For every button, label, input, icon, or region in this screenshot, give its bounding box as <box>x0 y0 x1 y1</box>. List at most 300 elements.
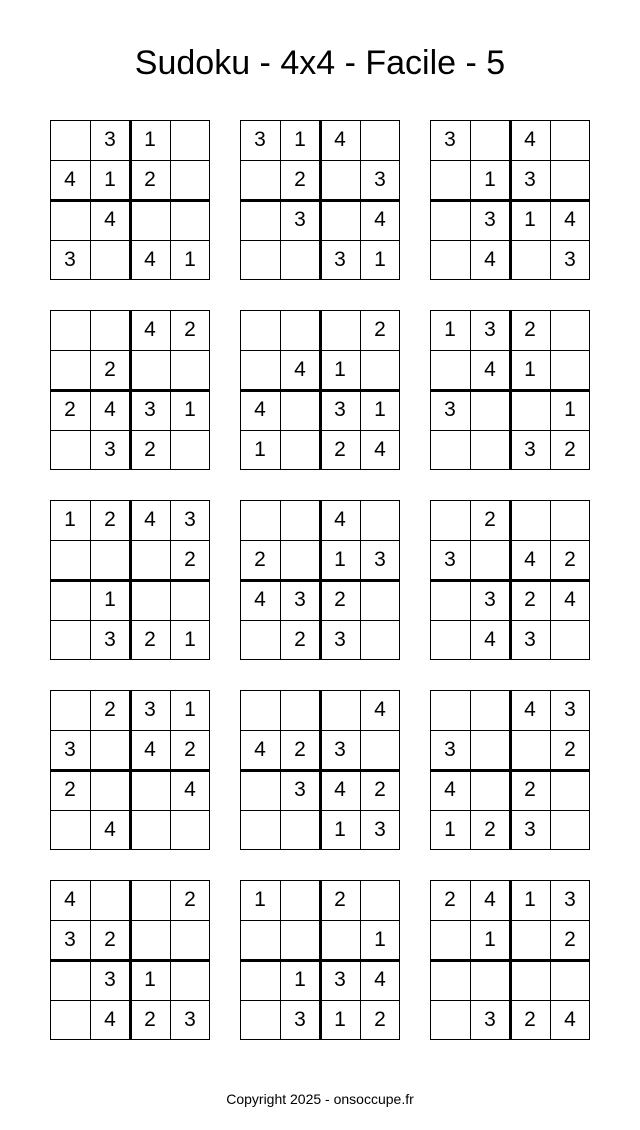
sudoku-cell[interactable]: 2 <box>104 698 116 721</box>
sudoku-cell[interactable]: 1 <box>334 548 346 571</box>
sudoku-cell[interactable] <box>50 580 90 620</box>
sudoku-cell[interactable] <box>130 350 170 390</box>
sudoku-cell[interactable]: 3 <box>374 818 386 841</box>
sudoku-cell[interactable]: 3 <box>294 1008 306 1031</box>
sudoku-cell[interactable] <box>170 350 210 390</box>
sudoku-cell[interactable]: 4 <box>254 398 266 421</box>
sudoku-cell[interactable] <box>360 580 400 620</box>
sudoku-cell[interactable] <box>240 200 280 240</box>
sudoku-cell[interactable]: 4 <box>184 778 196 801</box>
sudoku-cell[interactable] <box>430 500 470 540</box>
sudoku-cell[interactable]: 4 <box>294 358 306 381</box>
sudoku-cell[interactable] <box>550 620 590 660</box>
sudoku-cell[interactable] <box>510 500 550 540</box>
sudoku-cell[interactable]: 4 <box>144 508 156 531</box>
sudoku-cell[interactable]: 2 <box>374 318 386 341</box>
sudoku-cell[interactable] <box>430 920 470 960</box>
sudoku-cell[interactable]: 4 <box>334 508 346 531</box>
cell-divider-horizontal <box>51 620 209 621</box>
box-divider-horizontal <box>431 769 589 772</box>
cell-divider-vertical <box>360 311 361 469</box>
sudoku-cell[interactable]: 2 <box>524 318 536 341</box>
sudoku-cell[interactable]: 2 <box>334 438 346 461</box>
sudoku-grid <box>50 690 210 850</box>
sudoku-cell[interactable]: 2 <box>184 888 196 911</box>
sudoku-cell[interactable] <box>90 730 130 770</box>
sudoku-cell[interactable] <box>170 200 210 240</box>
sudoku-cell[interactable]: 3 <box>64 928 76 951</box>
sudoku-grid <box>50 500 210 660</box>
sudoku-cell[interactable]: 3 <box>444 128 456 151</box>
sudoku-cell[interactable] <box>240 350 280 390</box>
cell-divider-vertical <box>170 881 171 1039</box>
sudoku-grid <box>430 310 590 470</box>
sudoku-cell[interactable]: 4 <box>104 1008 116 1031</box>
sudoku-cell[interactable] <box>280 310 320 350</box>
sudoku-cell[interactable]: 3 <box>184 1008 196 1031</box>
cell-divider-vertical <box>550 121 551 279</box>
sudoku-cell[interactable] <box>130 580 170 620</box>
sudoku-cell[interactable]: 3 <box>564 698 576 721</box>
sudoku-cell[interactable]: 4 <box>334 128 346 151</box>
cell-divider-vertical <box>170 501 171 659</box>
sudoku-cell[interactable]: 3 <box>104 128 116 151</box>
sudoku-cell[interactable] <box>170 160 210 200</box>
sudoku-cell[interactable]: 4 <box>524 548 536 571</box>
sudoku-cell[interactable] <box>90 770 130 810</box>
sudoku-cell[interactable]: 4 <box>144 738 156 761</box>
sudoku-cell[interactable]: 1 <box>564 398 576 421</box>
sudoku-grid <box>240 310 400 470</box>
sudoku-cell[interactable] <box>280 240 320 280</box>
cell-divider-horizontal <box>241 810 399 811</box>
sudoku-cell[interactable]: 2 <box>144 438 156 461</box>
cell-divider-horizontal <box>431 240 589 241</box>
sudoku-cell[interactable]: 4 <box>524 128 536 151</box>
sudoku-cell[interactable]: 2 <box>374 1008 386 1031</box>
sudoku-cell[interactable]: 3 <box>484 1008 496 1031</box>
sudoku-cell[interactable] <box>470 540 510 580</box>
sudoku-cell[interactable] <box>130 880 170 920</box>
sudoku-cell[interactable] <box>50 120 90 160</box>
page-title: Sudoku - 4x4 - Facile - 5 <box>134 44 506 82</box>
sudoku-cell[interactable] <box>470 430 510 470</box>
sudoku-cell[interactable]: 2 <box>104 928 116 951</box>
sudoku-cell[interactable]: 4 <box>524 698 536 721</box>
sudoku-cell[interactable]: 1 <box>254 438 266 461</box>
sudoku-grid <box>240 500 400 660</box>
sudoku-cell[interactable]: 3 <box>294 778 306 801</box>
sudoku-grid <box>50 120 210 280</box>
sudoku-cell[interactable] <box>280 500 320 540</box>
sudoku-grid <box>50 880 210 1040</box>
sudoku-cell[interactable]: 2 <box>334 888 346 911</box>
sudoku-cell[interactable] <box>430 620 470 660</box>
sudoku-cell[interactable] <box>430 580 470 620</box>
cell-divider-horizontal <box>241 1000 399 1001</box>
sudoku-cell[interactable] <box>360 350 400 390</box>
sudoku-cell[interactable]: 4 <box>444 778 456 801</box>
sudoku-cell[interactable] <box>430 430 470 470</box>
box-divider-horizontal <box>241 389 399 392</box>
sudoku-cell[interactable]: 1 <box>484 168 496 191</box>
cell-divider-horizontal <box>51 810 209 811</box>
sudoku-cell[interactable]: 1 <box>294 128 306 151</box>
sudoku-cell[interactable]: 1 <box>184 398 196 421</box>
cell-divider-horizontal <box>241 620 399 621</box>
sudoku-cell[interactable]: 2 <box>294 168 306 191</box>
sudoku-cell[interactable]: 3 <box>484 318 496 341</box>
sudoku-cell[interactable]: 4 <box>144 318 156 341</box>
sudoku-cell[interactable]: 1 <box>374 928 386 951</box>
sudoku-cell[interactable]: 2 <box>64 778 76 801</box>
sudoku-cell[interactable]: 2 <box>144 628 156 651</box>
sudoku-cell[interactable]: 1 <box>144 128 156 151</box>
sudoku-cell[interactable] <box>430 200 470 240</box>
cell-divider-horizontal <box>431 810 589 811</box>
cell-divider-horizontal <box>431 430 589 431</box>
sudoku-cell[interactable] <box>470 730 510 770</box>
box-divider-horizontal <box>51 199 209 202</box>
sudoku-cell[interactable]: 2 <box>144 1008 156 1031</box>
sudoku-grid <box>240 120 400 280</box>
sudoku-cell[interactable]: 2 <box>104 358 116 381</box>
sudoku-cell[interactable] <box>50 310 90 350</box>
sudoku-cell[interactable] <box>510 920 550 960</box>
sudoku-cell[interactable]: 4 <box>564 588 576 611</box>
sudoku-cell[interactable]: 4 <box>64 888 76 911</box>
sudoku-cell[interactable]: 4 <box>564 1008 576 1031</box>
cell-divider-horizontal <box>51 430 209 431</box>
sudoku-cell[interactable]: 1 <box>184 248 196 271</box>
sudoku-cell[interactable]: 3 <box>524 628 536 651</box>
sudoku-cell[interactable]: 4 <box>484 358 496 381</box>
box-divider-horizontal <box>241 959 399 962</box>
sudoku-cell[interactable]: 4 <box>254 588 266 611</box>
sudoku-cell[interactable] <box>50 430 90 470</box>
sudoku-cell[interactable] <box>50 620 90 660</box>
sudoku-cell[interactable] <box>50 540 90 580</box>
sudoku-cell[interactable] <box>130 770 170 810</box>
sudoku-cell[interactable]: 3 <box>524 168 536 191</box>
sudoku-cell[interactable]: 1 <box>524 208 536 231</box>
sudoku-cell[interactable]: 2 <box>254 548 266 571</box>
box-divider-horizontal <box>51 579 209 582</box>
sudoku-grid <box>240 880 400 1040</box>
box-divider-horizontal <box>51 769 209 772</box>
sudoku-cell[interactable] <box>510 240 550 280</box>
sudoku-cell[interactable]: 2 <box>564 548 576 571</box>
cell-divider-horizontal <box>241 240 399 241</box>
sudoku-cell[interactable]: 2 <box>484 508 496 531</box>
sudoku-cell[interactable]: 4 <box>104 208 116 231</box>
sudoku-cell[interactable]: 4 <box>64 168 76 191</box>
sudoku-cell[interactable] <box>50 200 90 240</box>
sudoku-cell[interactable] <box>50 960 90 1000</box>
sudoku-cell[interactable] <box>240 690 280 730</box>
sudoku-cell[interactable] <box>240 1000 280 1040</box>
sudoku-cell[interactable]: 2 <box>294 628 306 651</box>
sudoku-cell[interactable]: 1 <box>184 698 196 721</box>
sudoku-cell[interactable] <box>510 730 550 770</box>
sudoku-cell[interactable]: 3 <box>444 398 456 421</box>
sudoku-cell[interactable] <box>240 770 280 810</box>
box-divider-horizontal <box>51 389 209 392</box>
sudoku-cell[interactable] <box>240 810 280 850</box>
sudoku-cell[interactable] <box>130 540 170 580</box>
cell-divider-vertical <box>360 881 361 1039</box>
sudoku-cell[interactable] <box>550 500 590 540</box>
sudoku-cell[interactable] <box>130 200 170 240</box>
sudoku-cell[interactable] <box>280 540 320 580</box>
cell-divider-horizontal <box>431 620 589 621</box>
sudoku-cell[interactable] <box>240 500 280 540</box>
sudoku-cell[interactable] <box>550 310 590 350</box>
sudoku-cell[interactable]: 4 <box>564 208 576 231</box>
sudoku-cell[interactable] <box>550 120 590 160</box>
sudoku-cell[interactable]: 4 <box>484 888 496 911</box>
sudoku-cell[interactable] <box>320 690 360 730</box>
sudoku-cell[interactable] <box>130 920 170 960</box>
sudoku-cell[interactable]: 4 <box>484 248 496 271</box>
sudoku-cell[interactable] <box>550 960 590 1000</box>
sudoku-cell[interactable] <box>470 690 510 730</box>
sudoku-cell[interactable] <box>430 350 470 390</box>
sudoku-cell[interactable] <box>170 120 210 160</box>
sudoku-cell[interactable] <box>550 810 590 850</box>
cell-divider-horizontal <box>431 1000 589 1001</box>
sudoku-cell[interactable]: 1 <box>374 248 386 271</box>
sudoku-cell[interactable]: 3 <box>374 168 386 191</box>
sudoku-cell[interactable]: 2 <box>564 738 576 761</box>
sudoku-cell[interactable]: 4 <box>334 778 346 801</box>
sudoku-cell[interactable]: 3 <box>184 508 196 531</box>
sudoku-cell[interactable]: 3 <box>374 548 386 571</box>
sudoku-cell[interactable] <box>280 880 320 920</box>
sudoku-cell[interactable] <box>510 390 550 430</box>
sudoku-cell[interactable]: 3 <box>484 588 496 611</box>
sudoku-cell[interactable] <box>280 920 320 960</box>
sudoku-cell[interactable]: 1 <box>254 888 266 911</box>
sudoku-cell[interactable] <box>430 960 470 1000</box>
sudoku-cell[interactable]: 2 <box>184 318 196 341</box>
box-divider-horizontal <box>431 959 589 962</box>
sudoku-cell[interactable]: 2 <box>294 738 306 761</box>
sudoku-cell[interactable]: 1 <box>444 818 456 841</box>
sudoku-cell[interactable]: 2 <box>524 588 536 611</box>
sudoku-cell[interactable]: 1 <box>144 968 156 991</box>
sudoku-cell[interactable]: 2 <box>524 778 536 801</box>
box-divider-horizontal <box>431 199 589 202</box>
sudoku-cell[interactable]: 2 <box>144 168 156 191</box>
sudoku-cell[interactable]: 1 <box>184 628 196 651</box>
sudoku-cell[interactable] <box>510 960 550 1000</box>
sudoku-cell[interactable]: 1 <box>374 398 386 421</box>
sudoku-grid <box>50 310 210 470</box>
sudoku-cell[interactable] <box>50 350 90 390</box>
sudoku-cell[interactable]: 1 <box>444 318 456 341</box>
sudoku-cell[interactable]: 3 <box>144 398 156 421</box>
cell-divider-vertical <box>170 691 171 849</box>
sudoku-cell[interactable]: 3 <box>64 738 76 761</box>
sudoku-cell[interactable]: 1 <box>334 358 346 381</box>
sudoku-cell[interactable] <box>360 120 400 160</box>
sudoku-cell[interactable] <box>470 770 510 810</box>
sudoku-cell[interactable]: 2 <box>184 738 196 761</box>
sudoku-cell[interactable] <box>170 580 210 620</box>
sudoku-cell[interactable] <box>90 540 130 580</box>
cell-divider-vertical <box>360 121 361 279</box>
cell-divider-vertical <box>360 691 361 849</box>
sudoku-cell[interactable] <box>90 310 130 350</box>
sudoku-cell[interactable]: 1 <box>524 888 536 911</box>
sudoku-cell[interactable] <box>130 810 170 850</box>
sudoku-cell[interactable] <box>550 350 590 390</box>
sudoku-cell[interactable] <box>430 690 470 730</box>
cell-divider-vertical <box>550 501 551 659</box>
sudoku-cell[interactable] <box>280 390 320 430</box>
cell-divider-vertical <box>550 311 551 469</box>
sudoku-cell[interactable] <box>170 960 210 1000</box>
sudoku-cell[interactable] <box>470 120 510 160</box>
sudoku-cell[interactable]: 4 <box>374 968 386 991</box>
sudoku-cell[interactable] <box>280 690 320 730</box>
sudoku-cell[interactable]: 4 <box>144 248 156 271</box>
sudoku-cell[interactable] <box>240 960 280 1000</box>
sudoku-cell[interactable]: 3 <box>104 628 116 651</box>
sudoku-cell[interactable]: 3 <box>294 208 306 231</box>
sudoku-cell[interactable]: 1 <box>64 508 76 531</box>
sudoku-cell[interactable]: 3 <box>294 588 306 611</box>
sudoku-cell[interactable]: 1 <box>334 1008 346 1031</box>
sudoku-cell[interactable]: 2 <box>484 818 496 841</box>
sudoku-cell[interactable] <box>320 310 360 350</box>
sudoku-cell[interactable] <box>280 430 320 470</box>
sudoku-grid <box>430 120 590 280</box>
sudoku-cell[interactable] <box>430 240 470 280</box>
sudoku-cell[interactable] <box>50 690 90 730</box>
sudoku-cell[interactable]: 2 <box>64 398 76 421</box>
cell-divider-horizontal <box>51 1000 209 1001</box>
sudoku-cell[interactable]: 3 <box>334 738 346 761</box>
sudoku-cell[interactable]: 4 <box>374 698 386 721</box>
sudoku-cell[interactable] <box>550 770 590 810</box>
sudoku-cell[interactable]: 2 <box>104 508 116 531</box>
sudoku-cell[interactable] <box>90 880 130 920</box>
sudoku-cell[interactable] <box>320 200 360 240</box>
sudoku-cell[interactable]: 3 <box>444 738 456 761</box>
box-divider-horizontal <box>431 579 589 582</box>
sudoku-cell[interactable]: 3 <box>254 128 266 151</box>
sudoku-cell[interactable] <box>240 310 280 350</box>
sudoku-cell[interactable]: 4 <box>104 818 116 841</box>
sudoku-cell[interactable]: 3 <box>144 698 156 721</box>
sudoku-cell[interactable]: 4 <box>374 208 386 231</box>
sudoku-cell[interactable]: 3 <box>334 248 346 271</box>
sudoku-cell[interactable] <box>170 810 210 850</box>
sudoku-cell[interactable]: 2 <box>564 928 576 951</box>
sudoku-cell[interactable] <box>90 240 130 280</box>
cell-divider-horizontal <box>241 430 399 431</box>
sudoku-cell[interactable]: 4 <box>104 398 116 421</box>
sudoku-cell[interactable]: 1 <box>484 928 496 951</box>
sudoku-cell[interactable]: 3 <box>524 438 536 461</box>
sudoku-cell[interactable]: 1 <box>334 818 346 841</box>
box-divider-horizontal <box>51 959 209 962</box>
cell-divider-horizontal <box>51 240 209 241</box>
sudoku-cell[interactable]: 1 <box>524 358 536 381</box>
sudoku-cell[interactable] <box>470 390 510 430</box>
sudoku-cell[interactable]: 3 <box>524 818 536 841</box>
sudoku-cell[interactable]: 2 <box>374 778 386 801</box>
box-divider-horizontal <box>241 579 399 582</box>
sudoku-cell[interactable] <box>320 920 360 960</box>
sudoku-cell[interactable]: 3 <box>564 248 576 271</box>
sudoku-cell[interactable]: 2 <box>444 888 456 911</box>
sudoku-grid <box>430 500 590 660</box>
sudoku-cell[interactable] <box>360 500 400 540</box>
sudoku-cell[interactable]: 3 <box>444 548 456 571</box>
sudoku-cell[interactable] <box>430 160 470 200</box>
sudoku-cell[interactable]: 1 <box>104 168 116 191</box>
sudoku-cell[interactable] <box>240 920 280 960</box>
copyright-footer: Copyright 2025 - onsoccupe.fr <box>226 1091 414 1107</box>
sudoku-cell[interactable] <box>50 1000 90 1040</box>
sudoku-cell[interactable]: 4 <box>374 438 386 461</box>
sudoku-cell[interactable]: 3 <box>104 968 116 991</box>
sudoku-grid <box>430 690 590 850</box>
sudoku-cell[interactable] <box>360 620 400 660</box>
box-divider-horizontal <box>241 199 399 202</box>
sudoku-cell[interactable] <box>280 810 320 850</box>
sudoku-cell[interactable]: 3 <box>484 208 496 231</box>
box-divider-horizontal <box>431 389 589 392</box>
cell-divider-vertical <box>550 691 551 849</box>
sudoku-cell[interactable]: 1 <box>104 588 116 611</box>
sudoku-cell[interactable] <box>430 1000 470 1040</box>
cell-divider-vertical <box>360 501 361 659</box>
sudoku-cell[interactable]: 4 <box>254 738 266 761</box>
sudoku-cell[interactable]: 2 <box>184 548 196 571</box>
sudoku-cell[interactable]: 3 <box>334 628 346 651</box>
cell-divider-vertical <box>550 881 551 1039</box>
sudoku-cell[interactable] <box>320 160 360 200</box>
cell-divider-vertical <box>170 311 171 469</box>
sudoku-cell[interactable]: 3 <box>564 888 576 911</box>
sudoku-cell[interactable] <box>550 160 590 200</box>
sudoku-cell[interactable] <box>240 240 280 280</box>
sudoku-cell[interactable]: 3 <box>104 438 116 461</box>
sudoku-cell[interactable]: 2 <box>524 1008 536 1031</box>
sudoku-grid <box>240 690 400 850</box>
sudoku-cell[interactable]: 2 <box>564 438 576 461</box>
sudoku-cell[interactable] <box>360 730 400 770</box>
sudoku-cell[interactable] <box>240 620 280 660</box>
sudoku-cell[interactable] <box>170 920 210 960</box>
sudoku-cell[interactable]: 3 <box>334 398 346 421</box>
sudoku-cell[interactable]: 3 <box>334 968 346 991</box>
sudoku-cell[interactable] <box>50 810 90 850</box>
sudoku-cell[interactable] <box>360 880 400 920</box>
sudoku-cell[interactable] <box>470 960 510 1000</box>
sudoku-cell[interactable]: 3 <box>64 248 76 271</box>
sudoku-cell[interactable]: 1 <box>294 968 306 991</box>
sudoku-cell[interactable] <box>240 160 280 200</box>
sudoku-cell[interactable] <box>170 430 210 470</box>
sudoku-grid <box>430 880 590 1040</box>
sudoku-cell[interactable]: 2 <box>334 588 346 611</box>
sudoku-cell[interactable]: 4 <box>484 628 496 651</box>
